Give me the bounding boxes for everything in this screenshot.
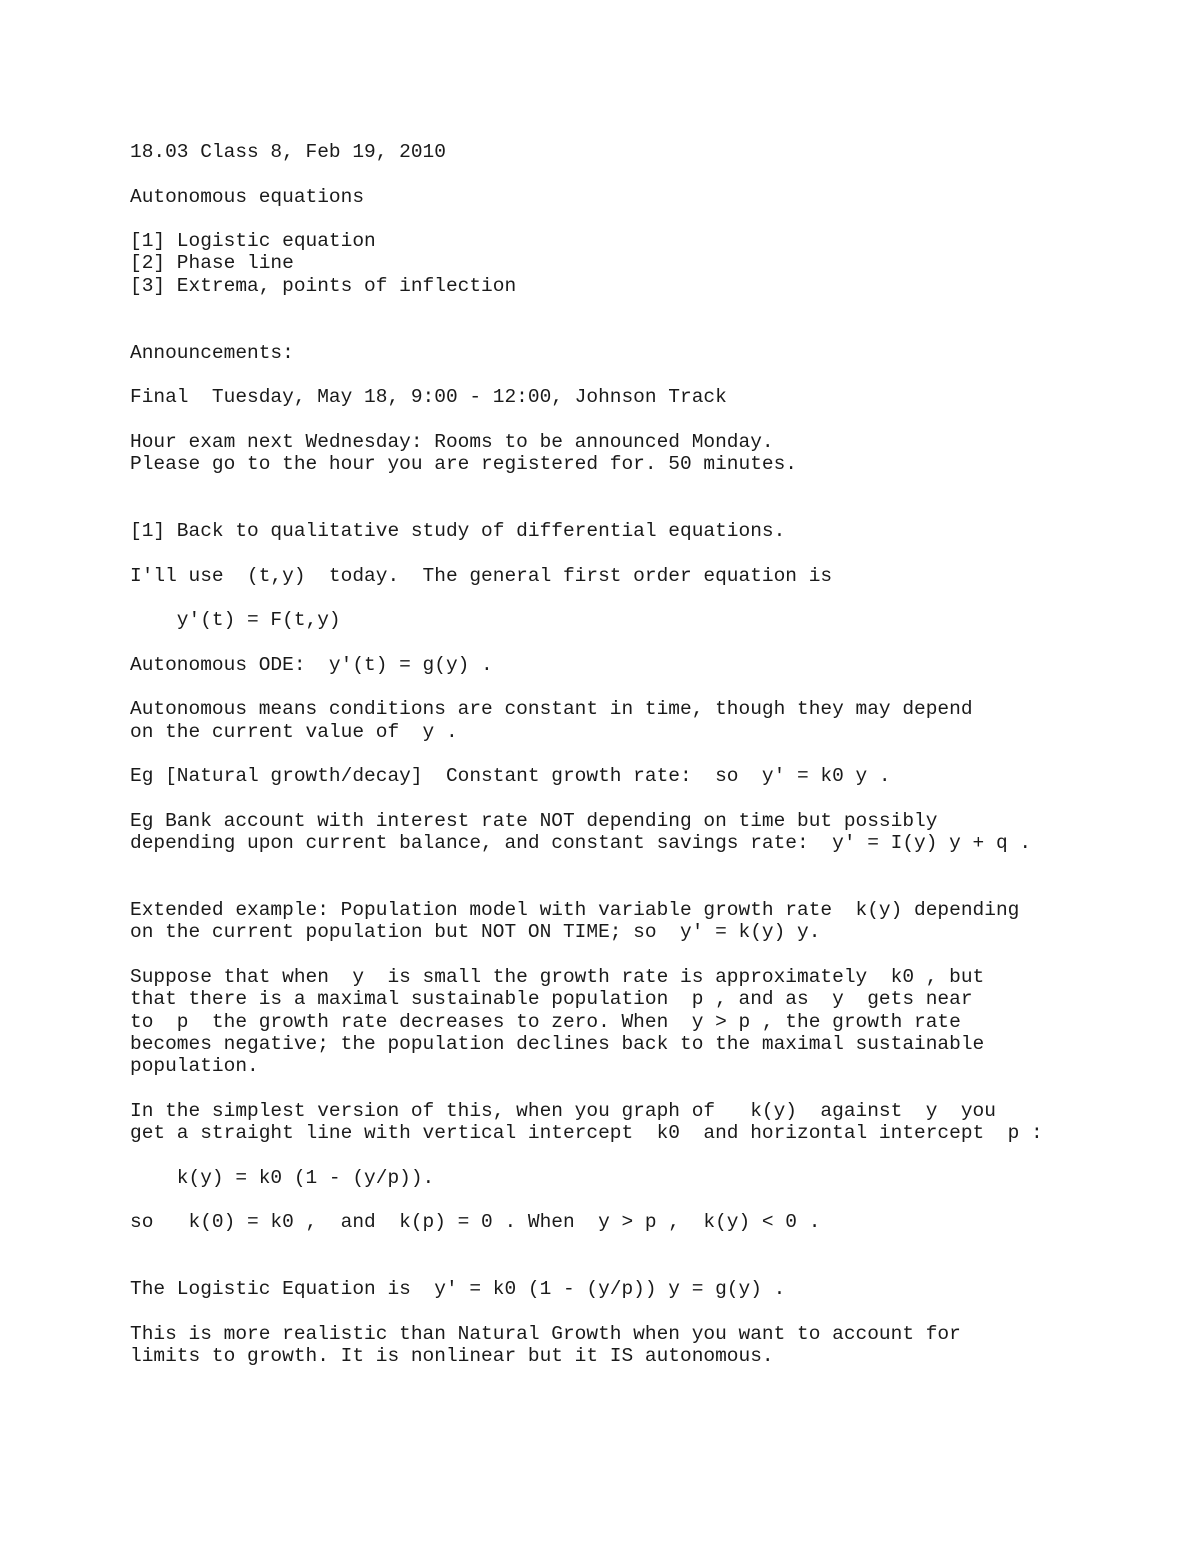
text-line: In the simplest version of this, when you graph of k(y) against y you (130, 1099, 996, 1122)
text-line: I'll use (t,y) today. The general first order equation is (130, 564, 833, 587)
blank-line (130, 855, 1170, 877)
blank-line (130, 788, 1170, 810)
text-line: on the current value of y . (130, 720, 458, 743)
text-line: y'(t) = F(t,y) (130, 609, 341, 632)
text-line: Extended example: Population model with variable growth rate k(y) depending (130, 899, 1020, 922)
text-line: [2] Phase line (130, 252, 294, 275)
blank-line (130, 1189, 1170, 1211)
blank-line (130, 743, 1170, 765)
blank-line (130, 163, 1170, 185)
blank-line (130, 676, 1170, 698)
blank-line (130, 364, 1170, 386)
document-body (130, 141, 1170, 1367)
text-line: becomes negative; the population declines back to the maximal sustainable (130, 1032, 985, 1055)
text-line: Eg [Natural growth/decay] Constant growth rate: so y' = k0 y . (130, 765, 891, 788)
blank-line (130, 944, 1170, 966)
text-line: Autonomous equations (130, 185, 365, 208)
text-line: Hour exam next Wednesday: Rooms to be announced Monday. (130, 430, 774, 453)
blank-line (130, 877, 1170, 899)
text-line: that there is a maximal sustainable population p , and as y gets near (130, 988, 973, 1011)
blank-line (130, 1300, 1170, 1322)
text-line: [1] Logistic equation (130, 230, 376, 253)
blank-line (130, 1256, 1170, 1278)
text-line: Final Tuesday, May 18, 9:00 - 12:00, Johnson Track (130, 386, 727, 409)
blank-line (130, 1234, 1170, 1256)
blank-line (130, 208, 1170, 230)
text-line: This is more realistic than Natural Growth when you want to account for (130, 1322, 961, 1345)
text-line: Eg Bank account with interest rate NOT depending on time but possibly (130, 809, 938, 832)
text-line: k(y) = k0 (1 - (y/p)). (130, 1166, 435, 1189)
text-line: on the current population but NOT ON TIME; so y' = k(y) y. (130, 921, 821, 944)
blank-line (130, 1144, 1170, 1166)
text-line: Autonomous ODE: y'(t) = g(y) . (130, 653, 493, 676)
blank-line (130, 1077, 1170, 1099)
text-line: [3] Extrema, points of inflection (130, 274, 517, 297)
text-line: Autonomous means conditions are constant in time, though they may depend (130, 698, 973, 721)
text-line: depending upon current balance, and constant savings rate: y' = I(y) y + q . (130, 832, 1032, 855)
blank-line (130, 542, 1170, 564)
text-line: so k(0) = k0 , and k(p) = 0 . When y > p , k(y) < 0 . (130, 1211, 821, 1234)
blank-line (130, 498, 1170, 520)
text-line: get a straight line with vertical intercept k0 and horizontal intercept p : (130, 1122, 1043, 1145)
text-line: limits to growth. It is nonlinear but it IS autonomous. (130, 1345, 774, 1368)
blank-line (130, 319, 1170, 341)
blank-line (130, 475, 1170, 497)
text-line: Announcements: (130, 341, 294, 364)
text-line: Please go to the hour you are registered for. 50 minutes. (130, 453, 798, 476)
text-line: Suppose that when y is small the growth rate is approximately k0 , but (130, 965, 985, 988)
blank-line (130, 409, 1170, 431)
text-line: The Logistic Equation is y' = k0 (1 - (y/p)) y = g(y) . (130, 1278, 786, 1301)
text-line: population. (130, 1055, 259, 1078)
blank-line (130, 587, 1170, 609)
blank-line (130, 297, 1170, 319)
blank-line (130, 632, 1170, 654)
text-line: to p the growth rate decreases to zero. When y > p , the growth rate (130, 1010, 961, 1033)
text-line: [1] Back to qualitative study of differential equations. (130, 520, 786, 543)
text-line: 18.03 Class 8, Feb 19, 2010 (130, 141, 446, 163)
